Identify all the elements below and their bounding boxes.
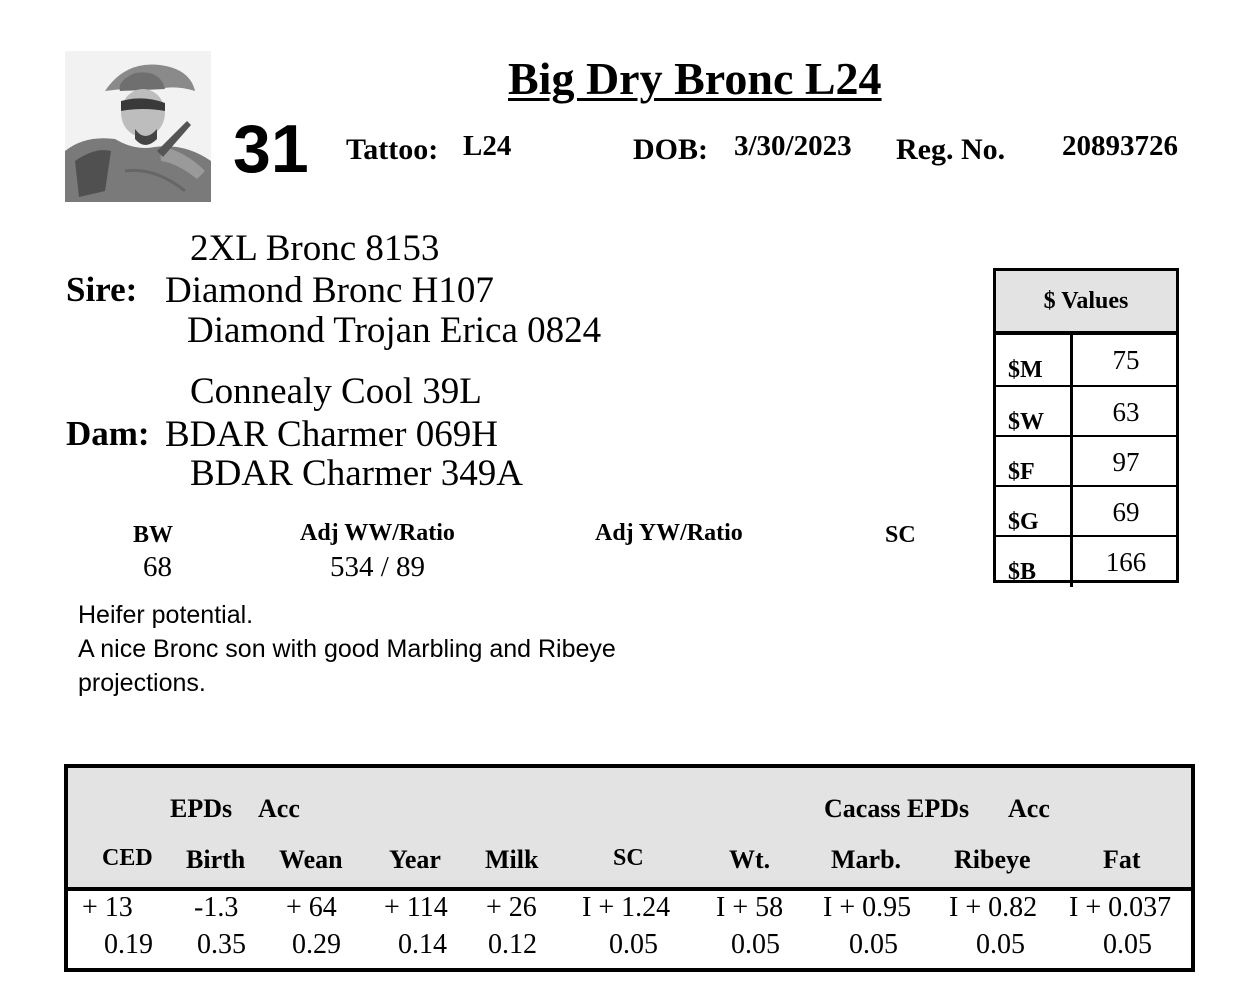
epds-acc-label: Acc: [258, 794, 300, 823]
acc-ribeye: 0.05: [976, 929, 1025, 960]
dollar-value-label: $M: [996, 335, 1073, 385]
bw-value: 68: [143, 551, 172, 583]
dollar-value-label: $B: [996, 537, 1073, 587]
epd-sc: I + 1.24: [582, 892, 671, 923]
dollar-value-label: $G: [996, 487, 1073, 537]
comments: [78, 598, 616, 700]
dam-dam: BDAR Charmer 349A: [190, 453, 523, 494]
lot-number: 31: [233, 111, 309, 187]
col-birth: Birth: [186, 845, 246, 874]
epds-group-label: EPDs: [170, 794, 233, 823]
tattoo-label: Tattoo:: [346, 133, 439, 166]
dam-sire: Connealy Cool 39L: [190, 371, 482, 412]
acc-marb: 0.05: [849, 929, 898, 960]
dollar-value-row: [996, 535, 1176, 587]
reg-value: 20893726: [1062, 130, 1178, 162]
dam-label: Dam:: [66, 414, 150, 453]
dollar-value: 75: [1112, 344, 1140, 375]
dollar-value: 63: [1112, 396, 1140, 427]
carcass-acc-label: Acc: [1008, 794, 1050, 823]
col-wean: Wean: [279, 845, 343, 874]
dollar-value-label: $W: [996, 387, 1073, 437]
epd-table: [64, 764, 1195, 972]
dollar-value-row: [996, 435, 1176, 487]
epd-ribeye: I + 0.82: [949, 892, 1038, 923]
col-fat: Fat: [1103, 845, 1141, 874]
dollar-value: 69: [1112, 496, 1140, 527]
epd-wean: + 64: [286, 892, 337, 923]
epd-milk: + 26: [486, 892, 537, 923]
ww-value: 534 / 89: [330, 551, 426, 583]
acc-milk: 0.12: [488, 929, 537, 960]
dollar-value-row: [996, 485, 1176, 537]
dollar-value-label: $F: [996, 437, 1073, 487]
dollar-value: 97: [1112, 446, 1140, 477]
epd-year: + 114: [384, 892, 448, 923]
acc-sc: 0.05: [609, 929, 658, 960]
sire-dam: Diamond Trojan Erica 0824: [187, 310, 602, 351]
acc-wean: 0.29: [292, 929, 341, 960]
col-year: Year: [389, 845, 441, 874]
dollar-values-title: $ Values: [996, 271, 1176, 335]
sire-name: Diamond Bronc H107: [165, 270, 494, 311]
acc-birth: 0.35: [197, 929, 246, 960]
acc-year: 0.14: [398, 929, 447, 960]
dob-value: 3/30/2023: [734, 130, 852, 162]
cowboy-logo: [65, 51, 211, 202]
sc-label: SC: [885, 522, 916, 548]
epd-wt: I + 58: [716, 892, 784, 923]
acc-fat: 0.05: [1103, 929, 1152, 960]
carcass-epds-group-label: Cacass EPDs: [824, 794, 970, 823]
epd-table-header: [68, 768, 1191, 891]
dam-name: BDAR Charmer 069H: [165, 414, 498, 455]
col-ribeye: Ribeye: [954, 845, 1031, 874]
comment-line: A nice Bronc son with good Marbling and Ribeye: [78, 635, 616, 663]
dob-label: DOB:: [633, 133, 708, 166]
sire-label: Sire:: [66, 270, 138, 309]
comment-line: Heifer potential.: [78, 601, 254, 629]
animal-name-title: Big Dry Bronc L24: [508, 53, 882, 104]
dollar-value: 166: [1105, 546, 1147, 577]
epd-fat: I + 0.037: [1069, 892, 1172, 923]
yw-label: Adj YW/Ratio: [595, 520, 743, 546]
acc-ced: 0.19: [104, 929, 153, 960]
dollar-values-table: [993, 268, 1179, 583]
reg-label: Reg. No.: [896, 133, 1006, 166]
tattoo-value: L24: [463, 130, 512, 162]
col-sc: SC: [613, 845, 644, 871]
col-wt: Wt.: [729, 845, 771, 874]
epd-marb: I + 0.95: [823, 892, 912, 923]
sire-sire: 2XL Bronc 8153: [190, 228, 440, 269]
acc-wt: 0.05: [731, 929, 780, 960]
col-milk: Milk: [485, 845, 539, 874]
ww-label: Adj WW/Ratio: [300, 520, 455, 546]
epd-ced: + 13: [82, 892, 133, 923]
bw-label: BW: [133, 522, 174, 548]
dollar-value-row: [996, 335, 1176, 385]
dollar-value-row: [996, 385, 1176, 437]
comment-line: projections.: [78, 669, 206, 697]
col-marb: Marb.: [831, 845, 902, 874]
col-ced: CED: [102, 845, 153, 871]
epd-birth: -1.3: [194, 892, 239, 923]
